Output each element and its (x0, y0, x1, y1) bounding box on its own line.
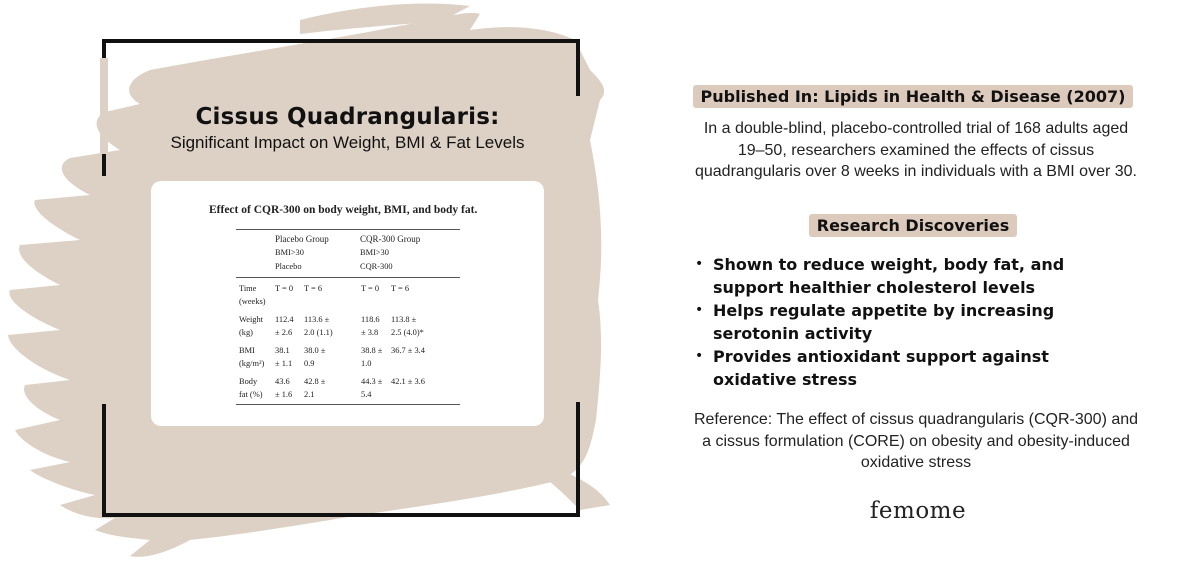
table-cell: 36.7 ± 3.4 (391, 346, 425, 355)
table-cell: ± 1.6 (275, 390, 293, 399)
table-cell: ± 2.6 (275, 328, 293, 337)
table-cell: T = 6 (391, 284, 410, 293)
row-label: Time (239, 284, 257, 293)
brand-logo: femome (869, 498, 967, 524)
study-summary: In a double-blind, placebo-controlled trial of 168 adults aged 19–50, researchers examined the effects of cissus quadrangularis over 8 weeks in individuals with a BMI over 30. (694, 120, 1137, 180)
row-label: Body (239, 377, 258, 386)
group-subheader: Placebo (275, 262, 302, 271)
table-cell: 38.1 (275, 346, 290, 355)
group-header: Placebo Group (275, 234, 329, 244)
table-cell: 113.8 ± (391, 315, 417, 324)
table-cell: 2.0 (1.1) (304, 328, 333, 337)
row-label: fat (%) (239, 390, 263, 399)
table-cell: ± 3.8 (361, 328, 379, 337)
table-top-rule (236, 229, 460, 230)
group-subheader: CQR-300 (360, 262, 393, 271)
table-cell: 112.4 (275, 315, 294, 324)
row-label: Weight (239, 315, 263, 324)
table-cell: ± 1.1 (275, 359, 293, 368)
table-cell: 38.8 ± (361, 346, 383, 355)
frame-gap-top-left (100, 58, 108, 154)
table-header-rule (236, 277, 460, 278)
list-item: • Helps regulate appetite by increasing serotonin activity (695, 299, 1115, 345)
discoveries-list (695, 253, 1115, 391)
card-heading (110, 104, 585, 153)
row-label: (weeks) (239, 297, 266, 306)
list-item: • Shown to reduce weight, body fat, and support healthier cholesterol levels (695, 253, 1115, 299)
table-cell: 113.6 ± (304, 315, 330, 324)
group-subheader: BMI>30 (360, 248, 389, 257)
table-cell: T = 0 (361, 284, 380, 293)
table-cell: 42.1 ± 3.6 (391, 377, 425, 386)
group-subheader: BMI>30 (275, 248, 304, 257)
reference-text: Reference: The effect of cissus quadrangularis (CQR-300) and a cissus formulation (CORE) on obesity and obesity-induced oxidative stress (693, 411, 1139, 471)
card-title: Cissus Quadrangularis: (195, 104, 500, 130)
discoveries-label: Research Discoveries (809, 214, 1017, 237)
table-cell: 38.0 ± (304, 346, 326, 355)
table-bottom-rule (236, 404, 460, 405)
group-header: CQR-300 Group (360, 234, 421, 244)
table-cell: 1.0 (361, 359, 372, 368)
list-item: • Provides antioxidant support against oxidative stress (695, 345, 1115, 391)
row-label: BMI (239, 346, 255, 355)
table-cell: 0.9 (304, 359, 315, 368)
study-table-figure (151, 181, 544, 426)
row-label: (kg/m²) (239, 359, 265, 368)
table-cell: 2.1 (304, 390, 315, 399)
frame-gap-left-lower (100, 176, 108, 404)
discoveries-heading (648, 214, 1178, 237)
row-label: (kg) (239, 328, 253, 337)
table-cell: 44.3 ± (361, 377, 383, 386)
figure-caption: Effect of CQR-300 on body weight, BMI, and body fat. (209, 204, 478, 216)
published-heading (648, 85, 1178, 108)
table-cell: 43.6 (275, 377, 290, 386)
published-label: Published In: Lipids in Health & Disease (2007) (693, 85, 1134, 108)
table-cell: 2.5 (4.0)* (391, 328, 424, 337)
table-cell: T = 6 (304, 284, 323, 293)
card-subtitle: Significant Impact on Weight, BMI & Fat Levels (170, 133, 525, 152)
table-cell: T = 0 (275, 284, 294, 293)
table-cell: 5.4 (361, 390, 372, 399)
table-cell: 42.8 ± (304, 377, 326, 386)
table-cell: 118.6 (361, 315, 380, 324)
